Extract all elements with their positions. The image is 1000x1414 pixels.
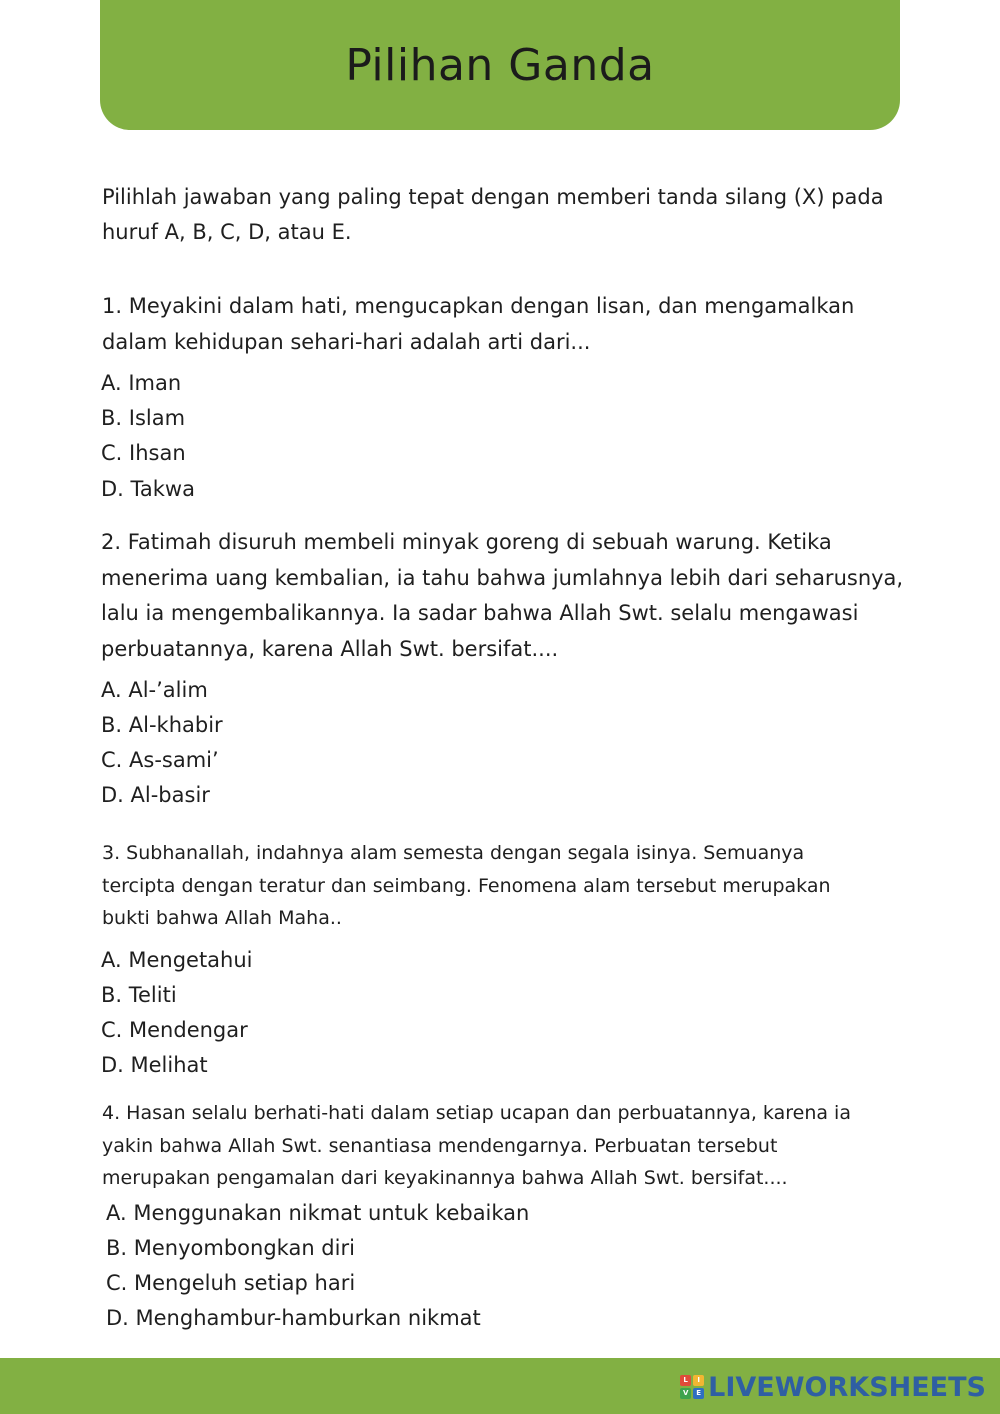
question-4 bbox=[102, 1097, 962, 1195]
page-title: Pilihan Ganda bbox=[345, 39, 655, 91]
question-3-line: bukti bahwa Allah Maha.. bbox=[102, 907, 342, 929]
question-3-option-d[interactable]: D. Melihat bbox=[101, 1053, 208, 1077]
question-1-line: dalam kehidupan sehari-hari adalah arti dari... bbox=[102, 329, 591, 354]
question-2-option-d[interactable]: D. Al-basir bbox=[101, 783, 210, 807]
question-3-option-c[interactable]: C. Mendengar bbox=[101, 1018, 248, 1042]
brand-name: LIVEWORKSHEETS bbox=[708, 1371, 986, 1403]
question-4-option-a[interactable]: A. Menggunakan nikmat untuk kebaikan bbox=[106, 1201, 530, 1225]
question-1-option-c[interactable]: C. Ihsan bbox=[101, 441, 186, 465]
instructions: Pilihlah jawaban yang paling tepat dengan memberi tanda silang (X) pada huruf A, B, C, D, atau E. bbox=[102, 185, 884, 244]
question-2-option-a[interactable]: A. Al-’alim bbox=[101, 678, 208, 702]
question-4-option-d[interactable]: D. Menghambur-hamburkan nikmat bbox=[106, 1306, 481, 1330]
question-2-option-b[interactable]: B. Al-khabir bbox=[101, 713, 223, 737]
question-4-option-b[interactable]: B. Menyombongkan diri bbox=[106, 1236, 355, 1260]
question-1-option-d[interactable]: D. Takwa bbox=[101, 477, 195, 501]
liveworksheets-logo-icon: L I V E bbox=[680, 1375, 704, 1399]
question-1 bbox=[102, 289, 962, 360]
question-1-option-a[interactable]: A. Iman bbox=[101, 371, 182, 395]
question-3-option-a[interactable]: A. Mengetahui bbox=[101, 948, 253, 972]
question-4-line: yakin bahwa Allah Swt. senantiasa mendengarnya. Perbuatan tersebut bbox=[102, 1134, 778, 1157]
question-2-line: 2. Fatimah disuruh membeli minyak goreng di sebuah warung. Ketika bbox=[101, 530, 832, 554]
title-banner bbox=[100, 0, 900, 130]
footer-bar bbox=[0, 1358, 1000, 1414]
question-2 bbox=[101, 525, 961, 667]
question-3 bbox=[102, 837, 962, 935]
question-4-option-c[interactable]: C. Mengeluh setiap hari bbox=[106, 1271, 356, 1295]
question-3-option-b[interactable]: B. Teliti bbox=[101, 983, 177, 1007]
question-4-line: 4. Hasan selalu berhati-hati dalam setiap ucapan dan perbuatannya, karena ia bbox=[102, 1102, 851, 1124]
question-2-line: lalu ia mengembalikannya. Ia sadar bahwa Allah Swt. selalu mengawasi bbox=[101, 601, 859, 625]
question-2-line: perbuatannya, karena Allah Swt. bersifat.... bbox=[101, 636, 559, 661]
question-4-line: merupakan pengamalan dari keyakinannya bahwa Allah Swt. bersifat.... bbox=[102, 1167, 788, 1189]
question-1-line: 1. Meyakini dalam hati, mengucapkan dengan lisan, dan mengamalkan bbox=[102, 294, 855, 318]
question-2-line: menerima uang kembalian, ia tahu bahwa jumlahnya lebih dari seharusnya, bbox=[101, 565, 904, 590]
question-2-option-c[interactable]: C. As-sami’ bbox=[101, 748, 219, 772]
question-3-line: 3. Subhanallah, indahnya alam semesta dengan segala isinya. Semuanya bbox=[102, 842, 805, 864]
question-3-line: tercipta dengan teratur dan seimbang. Fenomena alam tersebut merupakan bbox=[102, 874, 831, 897]
question-1-option-b[interactable]: B. Islam bbox=[101, 406, 186, 430]
brand-logo[interactable] bbox=[680, 1372, 986, 1402]
